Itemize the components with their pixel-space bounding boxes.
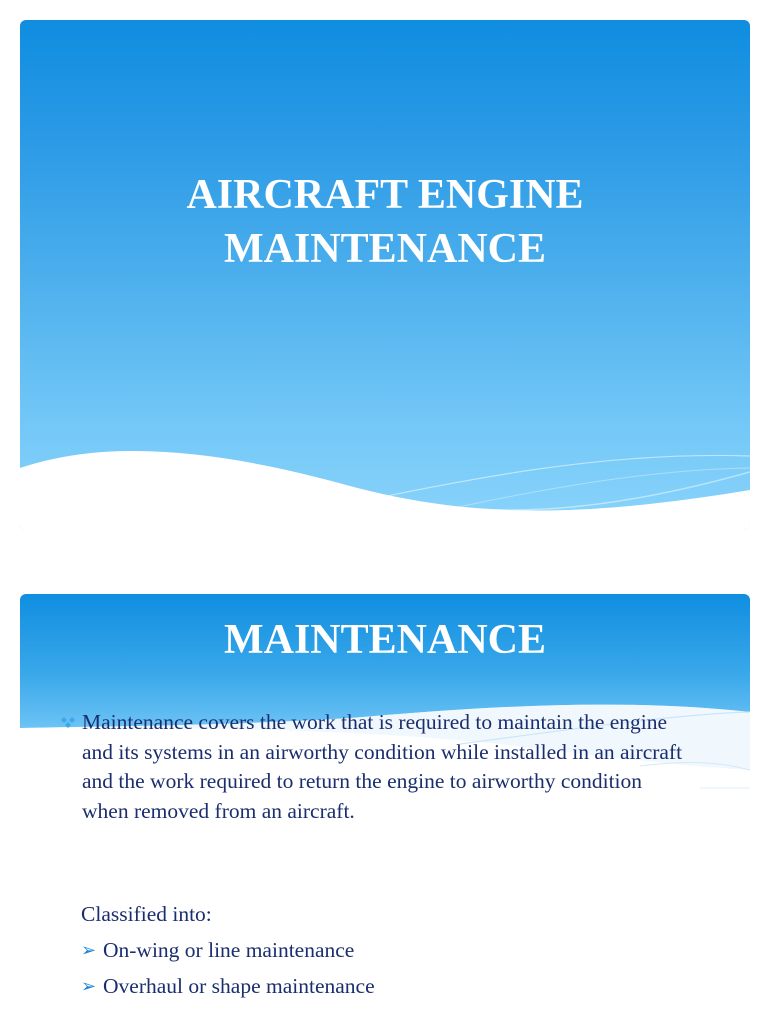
title-line-1: AIRCRAFT ENGINE bbox=[186, 172, 584, 218]
slide-title bbox=[20, 168, 750, 276]
title-line-2: MAINTENANCE bbox=[223, 226, 546, 272]
arrow-right-icon: ➢ bbox=[81, 940, 97, 960]
list-item-label: On-wing or line maintenance bbox=[103, 938, 355, 962]
classified-label: Classified into: bbox=[81, 902, 212, 926]
bullet-paragraph bbox=[82, 708, 692, 826]
content-slide bbox=[20, 594, 750, 1024]
bullet-text: Maintenance covers the work that is required to maintain the engine and its systems in an airworthy condition while installed in an aircraft and the work required to return the engine to airworthy condition when removed from an aircraft. bbox=[82, 710, 683, 823]
list-item bbox=[81, 936, 354, 965]
title-slide bbox=[20, 20, 750, 530]
slide-heading: MAINTENANCE bbox=[223, 617, 546, 663]
diamond-bullet-icon bbox=[60, 716, 78, 730]
list-item bbox=[81, 972, 375, 1001]
list-item-label: Overhaul or shape maintenance bbox=[103, 974, 375, 998]
arrow-right-icon: ➢ bbox=[81, 976, 97, 996]
